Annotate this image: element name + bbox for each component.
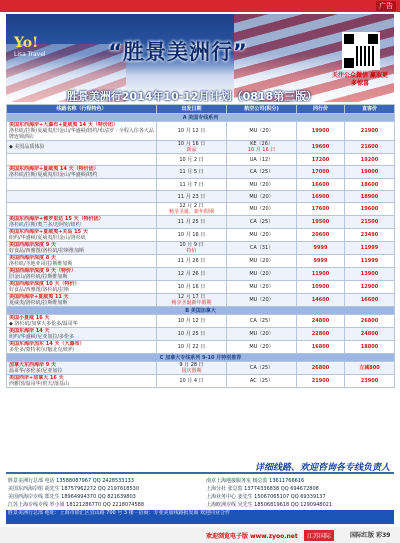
trade-price: 9999 <box>297 255 345 268</box>
departure-date: 9 月 28 日 <box>179 362 204 368</box>
table-row[interactable] <box>7 242 395 255</box>
table-header <box>7 105 395 114</box>
departure-date: 11 月 7 日 <box>179 181 204 188</box>
table-row[interactable] <box>7 141 395 154</box>
airline-code: MU（20） <box>249 206 274 212</box>
retail-price: 立减800 <box>345 362 395 375</box>
date-cell <box>157 141 227 154</box>
page-number: 彩39 <box>376 532 391 539</box>
website-link[interactable]: 欢迎浏览电子版 www.zyoo.net <box>206 533 298 540</box>
table-row[interactable] <box>7 375 395 388</box>
trade-price: 17200 <box>297 154 345 166</box>
qr-code-icon[interactable] <box>342 32 380 70</box>
route-description: 多伦多/蒙特利尔/魁北克/纽约 <box>9 347 75 353</box>
date-cell <box>157 315 227 328</box>
trade-price: 17000 <box>297 166 345 179</box>
date-cell <box>157 341 227 354</box>
table-row[interactable] <box>7 294 395 307</box>
header-retail-price: 直客价 <box>345 105 395 114</box>
route-name: 美国西岸+加拿大 16 天 <box>9 375 64 381</box>
route-cell <box>7 294 157 307</box>
airline-cell <box>227 268 297 281</box>
airline-code: KE（26） <box>250 141 273 147</box>
airline-cell <box>227 154 297 166</box>
airline-code: UA（12） <box>249 156 274 163</box>
logo-mark: Yo! <box>14 35 39 51</box>
table-row[interactable] <box>7 341 395 354</box>
route-name: 美国西海岸+夏威夷 11 天 <box>9 294 69 300</box>
retail-price: 21900 <box>345 122 395 141</box>
departure-date: 11 月 5 日 <box>179 169 204 175</box>
route-cell <box>7 315 157 328</box>
contact-item: 美国东西海岸组 胡先生 18757962272 QQ 2197618530 <box>8 486 140 492</box>
table-row[interactable] <box>7 255 395 268</box>
route-name: 美国东西海岸+夏威夷 14 天（特价团） <box>9 166 99 172</box>
airline-code: MU（20） <box>249 181 274 188</box>
airline-code: MU（20） <box>249 232 274 238</box>
retail-price: 24800 <box>345 328 395 341</box>
route-cell <box>7 203 157 216</box>
route-cell <box>7 191 157 203</box>
retail-price: 16600 <box>345 294 395 307</box>
retail-price: 21500 <box>345 216 395 229</box>
trade-price: 11900 <box>297 268 345 281</box>
route-name: 美国小夏威 16 天 <box>9 315 50 321</box>
departure-date: 10 月 12 日 <box>177 128 206 134</box>
table-row[interactable] <box>7 179 395 191</box>
retail-price: 19200 <box>345 154 395 166</box>
header-airline: 航空公司(积分) <box>227 105 297 114</box>
airline-code: CA（25） <box>249 219 274 225</box>
route-cell <box>7 141 157 154</box>
section-title: C 加拿大专线系列 9-10 月特别推荐 <box>7 354 395 362</box>
page-footer <box>0 527 400 543</box>
section-title: B 美国加拿大 <box>7 307 395 315</box>
date-cell <box>157 154 227 166</box>
airline-cell <box>227 166 297 179</box>
table-row[interactable] <box>7 216 395 229</box>
trade-price: 20600 <box>297 229 345 242</box>
airline-cell <box>227 191 297 203</box>
date-cell <box>157 268 227 281</box>
route-description: 夏威夷/洛杉矶/拉斯维加斯 <box>9 300 68 306</box>
departure-date: 12 月 17 日 <box>177 294 206 300</box>
airline-cell <box>227 229 297 242</box>
airline-cell <box>227 328 297 341</box>
contact-item: 胜景美洲行总部 电话 13588087967 QQ 2428533133 <box>8 478 135 484</box>
departure-date: 10 月 22 日 <box>177 344 206 350</box>
table-row[interactable] <box>7 268 395 281</box>
route-description: 洛杉矶/拉斯/奥兰多/迈阿密/纽约 <box>9 222 81 228</box>
route-name: 美国西海岸深度 8 天 <box>9 255 56 261</box>
trade-price: 14600 <box>297 294 345 307</box>
contact-item: 上海欧洲专线 吴先生 18506819618 QQ 1290948021 <box>206 502 333 508</box>
date-cell <box>157 216 227 229</box>
retail-price: 13900 <box>345 268 395 281</box>
route-description: ◆ 美国品质体验 <box>9 144 45 150</box>
date-note: 畅享圣诞新年假期 <box>171 300 212 306</box>
brand-logo <box>14 36 64 70</box>
airline-code: CA（25） <box>249 365 274 371</box>
airline-cell <box>227 362 297 375</box>
trade-price: 16600 <box>297 179 345 191</box>
route-description: 纽约/华盛顿/尼亚加拉/多伦多 <box>9 334 75 340</box>
table-row[interactable] <box>7 328 395 341</box>
route-cell <box>7 229 157 242</box>
trade-price: 19500 <box>297 216 345 229</box>
header-route: 线路名称（行程特色） <box>7 105 157 114</box>
trade-price: 21900 <box>297 375 345 388</box>
date-cell <box>157 255 227 268</box>
section-header <box>7 307 395 315</box>
table-row[interactable] <box>7 281 395 294</box>
date-cell <box>157 294 227 307</box>
airline-code: MU（20） <box>249 331 274 337</box>
airline-code: MU（20） <box>249 297 274 303</box>
trade-price: 10900 <box>297 281 345 294</box>
retail-price: 26800 <box>345 315 395 328</box>
route-cell <box>7 166 157 179</box>
header-trade-price: 同行价 <box>297 105 345 114</box>
airline-code: MU（20） <box>249 344 274 350</box>
route-cell <box>7 362 157 375</box>
table-row[interactable] <box>7 315 395 328</box>
airline-cell <box>227 141 297 154</box>
qr-caption: 关注公众微信 赢取更多惊喜 <box>331 72 389 87</box>
bottom-note: 胜景美洲行总部 地址：上海市徐汇区宜山路 700 号 3 楼 · 招商：专业美加线路批发商 欢迎同业合作 <box>6 510 394 524</box>
trade-price: 19600 <box>297 141 345 154</box>
route-cell <box>7 216 157 229</box>
retail-price: 19000 <box>345 166 395 179</box>
date-note: 新品 <box>186 147 197 153</box>
route-cell <box>7 154 157 166</box>
route-description: 温哥华/多伦多/尼亚加拉 <box>9 368 63 374</box>
route-cell <box>7 242 157 255</box>
table-row[interactable] <box>7 191 395 203</box>
airline-cell <box>227 294 297 307</box>
date-cell <box>157 375 227 388</box>
route-name: 美国东海岸加东 14 天（大瀑布） <box>9 341 85 347</box>
route-cell <box>7 179 157 191</box>
route-description: 旧金山/洛杉矶/拉斯维加斯 <box>9 274 68 280</box>
banner <box>6 14 394 102</box>
airline-code: CA（31） <box>249 245 274 251</box>
departure-date: 10 月 12 日 <box>177 318 206 324</box>
retail-price: 18800 <box>345 341 395 354</box>
departure-date: 10 月 9 日 <box>179 242 204 248</box>
date-cell <box>157 362 227 375</box>
departure-date: 12 月 2 日 <box>179 203 204 209</box>
route-cell <box>7 255 157 268</box>
departure-date: 10 月 25 日 <box>177 331 206 337</box>
table-row[interactable] <box>7 203 395 216</box>
trade-price: 9999 <box>297 242 345 255</box>
section-header <box>7 114 395 122</box>
date-note: 特价 <box>186 248 197 254</box>
footer-slogan: 详细线路、欢迎咨询各专线负责人 <box>254 463 390 473</box>
route-name: 美国东西海岸+夏威夷+关岛 15 天 <box>9 229 88 235</box>
date-cell <box>157 203 227 216</box>
departure-date: 10 月 4 日 <box>179 378 204 384</box>
route-description: 好食品/西雅图/洛杉矶/拉斯维加斯 <box>9 248 85 254</box>
route-description: ◆ 洛杉矶/加拿大多伦多/温哥华 <box>9 321 78 327</box>
table-row[interactable] <box>7 122 395 141</box>
airline-code: MU（20） <box>249 271 274 277</box>
airline-cell <box>227 315 297 328</box>
retail-price: 12900 <box>345 281 395 294</box>
airline-code: MU（20） <box>249 258 274 264</box>
airline-code: MU（20） <box>249 284 274 290</box>
contact-item: 美国西海岸专线 郑先生 18964994370 QQ 821639803 <box>8 494 136 500</box>
date-note: 畅享圣诞、新年假期 <box>168 209 214 215</box>
table-row[interactable] <box>7 229 395 242</box>
departure-date: 12 月 26 日 <box>177 271 206 277</box>
retail-price: 11999 <box>345 242 395 255</box>
section-title: A 美国专线系列 <box>7 114 395 122</box>
retail-price: 18600 <box>345 179 395 191</box>
trade-price: 24800 <box>297 315 345 328</box>
date-cell <box>157 179 227 191</box>
route-cell <box>7 122 157 141</box>
route-description: 西雅图/温哥华/班夫/落基山 <box>9 381 70 387</box>
ad-tag: 广告 <box>376 1 396 11</box>
banner-title: “胜景美洲行” <box>108 40 248 64</box>
airline-note: 10 月 16 日 <box>247 147 276 153</box>
table-row[interactable] <box>7 362 395 375</box>
retail-price: 23490 <box>345 229 395 242</box>
route-name: 美国西海岸深度 9 天（特价） <box>9 268 76 274</box>
trade-price: 19900 <box>297 122 345 141</box>
trade-price: 17600 <box>297 203 345 216</box>
retail-price: 21600 <box>345 141 395 154</box>
airline-cell <box>227 375 297 388</box>
contact-item: 上海业务中心 姜先生 15067065107 QQ 69339137 <box>206 494 326 500</box>
route-name: 美国西海岸深度 9 天 <box>9 242 56 248</box>
section-label: 国际红版 <box>350 532 375 539</box>
airline-code: CA（25） <box>249 169 274 175</box>
date-cell <box>157 229 227 242</box>
date-cell <box>157 166 227 179</box>
departure-date: 10 月 16 日 <box>177 284 206 290</box>
departure-date: 10 月 2 日 <box>179 156 204 163</box>
airline-cell <box>227 255 297 268</box>
departure-date: 11 月 26 日 <box>177 258 206 264</box>
route-name: 美国西海岸深度 10 天（特价） <box>9 281 80 287</box>
retail-price: 18900 <box>345 191 395 203</box>
date-cell <box>157 191 227 203</box>
airline-code: CA（25） <box>249 318 274 324</box>
airline-cell <box>227 122 297 141</box>
route-cell <box>7 281 157 294</box>
route-description: 洛杉矶/拉斯/夏威夷/旧金山/华盛顿/纽约 <box>9 172 98 178</box>
airline-cell <box>227 281 297 294</box>
departure-date: 10 月 16 日 <box>177 141 206 147</box>
logo-subtext: Lisa Travel <box>14 51 46 58</box>
airline-code: MU（20） <box>249 193 274 200</box>
contact-item: 上海分社 张总监 13774336838 QQ 694672808 <box>206 486 319 492</box>
contact-item: 江苏上海专线专线 罗小姐 18121286770 QQ 2218074588 <box>8 502 145 508</box>
top-bar <box>0 0 400 12</box>
route-name: 美国东西海岸+大瀑布+夏威夷 14 天（特价团） <box>9 122 118 128</box>
itinerary-table <box>6 104 395 388</box>
airline-code: MU（20） <box>249 128 274 134</box>
brand-badge: 江苏国际 <box>304 530 334 541</box>
departure-date: 11 月 23 日 <box>177 193 206 200</box>
route-cell <box>7 375 157 388</box>
retail-price: 19600 <box>345 203 395 216</box>
route-description: 洛杉矶/拉斯/夏威夷/旧金山/华盛顿/纽约/布法罗 · 全程入住各大品牌连锁酒店 <box>9 128 154 140</box>
trade-price: 16900 <box>297 191 345 203</box>
date-note: 国庆假期 <box>181 368 202 374</box>
route-description: 纽约/华盛顿/夏威夷/旧金山/洛杉矶 <box>9 235 86 241</box>
table-row[interactable] <box>7 154 395 166</box>
airline-cell <box>227 179 297 191</box>
section-header <box>7 354 395 362</box>
date-cell <box>157 242 227 255</box>
airline-cell <box>227 242 297 255</box>
trade-price: 16800 <box>297 341 345 354</box>
retail-price: 23900 <box>345 375 395 388</box>
airline-cell <box>227 203 297 216</box>
route-description: 洛杉矶/圣地亚哥/拉斯维加斯 <box>9 261 73 267</box>
retail-price: 11999 <box>345 255 395 268</box>
route-cell <box>7 328 157 341</box>
route-name: 美国东海岸 14 天 <box>9 328 50 334</box>
airline-code: AC（25） <box>249 378 274 384</box>
airline-cell <box>227 216 297 229</box>
departure-date: 10 月 16 日 <box>177 232 206 238</box>
section-page <box>350 530 390 539</box>
date-cell <box>157 328 227 341</box>
route-cell <box>7 341 157 354</box>
route-description: 好食品/西雅图/洛杉矶/拉斯 <box>9 287 70 293</box>
header-date: 出发日期 <box>157 105 227 114</box>
airline-cell <box>227 341 297 354</box>
trade-price: 22800 <box>297 328 345 341</box>
trade-price: 26800 <box>297 362 345 375</box>
date-cell <box>157 281 227 294</box>
contact-item: 南京上海地接服务室 杨总监 13611766616 <box>206 478 305 484</box>
plan-title: 胜景美洲行2014年10-12月计划（0818第三版） <box>66 90 318 102</box>
date-cell <box>157 122 227 141</box>
route-name: 美国东西海岸+佛罗里达 15 天（特价团） <box>9 216 104 222</box>
route-name: 加拿大东西海岸 9 天 <box>9 362 56 368</box>
route-cell <box>7 268 157 281</box>
departure-date: 11 月 25 日 <box>177 219 206 225</box>
table-row[interactable] <box>7 166 395 179</box>
